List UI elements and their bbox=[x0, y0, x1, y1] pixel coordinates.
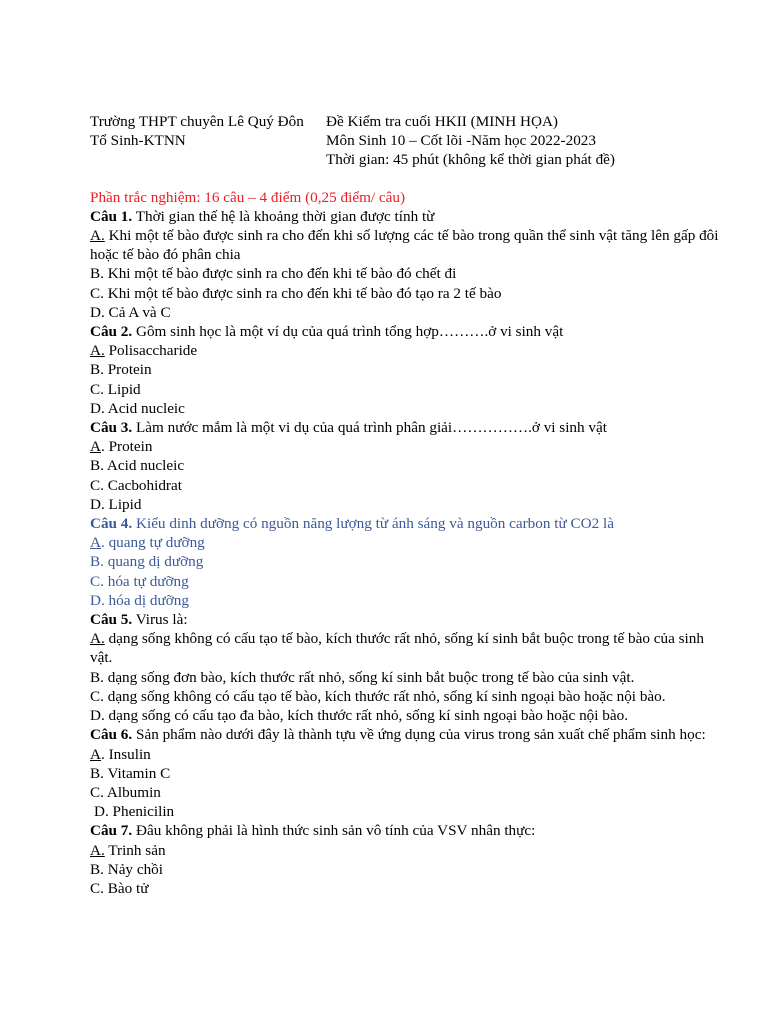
option-d: D. Lipid bbox=[90, 495, 142, 513]
option-c: C. Bào tử bbox=[90, 879, 149, 897]
question-5 bbox=[90, 610, 730, 725]
question-2 bbox=[90, 322, 730, 418]
question-stem bbox=[90, 725, 730, 744]
option-text: . Protein bbox=[100, 438, 153, 456]
question-text: Làm nước mắm là một vi dụ của quá trình phân giải…………….ở vi sinh vật bbox=[132, 419, 607, 437]
question-text: Virus là: bbox=[132, 611, 188, 629]
option-b: B. quang dị dưỡng bbox=[90, 553, 204, 571]
option-text: Polisaccharide bbox=[104, 342, 198, 360]
answer-key-label: A. bbox=[90, 841, 105, 859]
option-c: C. Khi một tế bào được sinh ra cho đến khi tế bào đó tạo ra 2 tế bào bbox=[90, 284, 502, 302]
exam-title: Đề Kiểm tra cuối HKII (MINH HỌA) bbox=[326, 113, 558, 130]
question-number: Câu 3. bbox=[90, 419, 133, 437]
question-stem bbox=[90, 207, 730, 226]
question-number: Câu 1. bbox=[90, 207, 133, 225]
document-header bbox=[90, 112, 730, 170]
option-c: C. Cacbohidrat bbox=[90, 476, 182, 494]
question-number: Câu 6. bbox=[90, 726, 133, 744]
option-a bbox=[90, 226, 730, 264]
question-4 bbox=[90, 514, 730, 610]
option-b: B. dạng sống đơn bào, kích thước rất nhỏ, sống kí sinh bắt buộc trong tế bào của sinh vật. bbox=[90, 668, 635, 686]
section-title: Phần trắc nghiệm: 16 câu – 4 điểm (0,25 điểm/ câu) bbox=[90, 188, 406, 206]
option-d: D. Phenicilin bbox=[94, 803, 175, 821]
question-1 bbox=[90, 207, 730, 322]
question-text: Đâu không phải là hình thức sinh sản vô tính của VSV nhân thực: bbox=[132, 822, 536, 840]
option-b: B. Protein bbox=[90, 361, 152, 379]
option-c: C. Lipid bbox=[90, 380, 141, 398]
option-d: D. Acid nucleic bbox=[90, 399, 185, 417]
question-stem bbox=[90, 322, 730, 341]
subject-year: Môn Sinh 10 – Cốt lõi -Năm học 2022-2023 bbox=[326, 132, 596, 150]
option-a bbox=[90, 745, 730, 764]
question-stem bbox=[90, 418, 730, 437]
question-stem bbox=[90, 514, 730, 533]
option-text: Trinh sản bbox=[104, 841, 166, 859]
option-text: Khi một tế bào được sinh ra cho đến khi số lượng các tế bào trong quần thể sinh vật tăng lên gấp đôi hoặc tế bào đó phân chia bbox=[90, 227, 719, 264]
department-name: Tổ Sinh-KTNN bbox=[90, 132, 186, 150]
option-b: B. Acid nucleic bbox=[90, 457, 185, 475]
question-stem bbox=[90, 821, 730, 840]
option-d: D. hóa dị dưỡng bbox=[90, 591, 189, 609]
answer-key-label: A bbox=[90, 745, 101, 763]
option-a bbox=[90, 629, 730, 667]
question-text: Kiểu dinh dưỡng có nguồn năng lượng từ ánh sáng và nguồn carbon từ CO2 là bbox=[132, 515, 614, 533]
option-b: B. Vitamin C bbox=[90, 764, 171, 782]
question-text: Sản phẩm nào dưới đây là thành tựu về ứng dụng của virus trong sản xuất chế phẩm sinh học: bbox=[132, 726, 706, 744]
question-6 bbox=[90, 725, 730, 821]
option-text: . quang tự dưỡng bbox=[100, 534, 205, 552]
option-text: dạng sống không có cấu tạo tế bào, kích thước rất nhỏ, sống kí sinh bắt buộc trong tế bào của sinh vật. bbox=[90, 630, 704, 667]
answer-key-label: A. bbox=[90, 630, 105, 648]
option-b: B. Khi một tế bào được sinh ra cho đến khi tế bào đó chết đi bbox=[90, 265, 457, 283]
option-c: C. hóa tự dưỡng bbox=[90, 572, 189, 590]
option-text: . Insulin bbox=[100, 745, 151, 763]
option-a bbox=[90, 437, 730, 456]
question-number: Câu 4. bbox=[90, 515, 133, 533]
answer-key-label: A. bbox=[90, 227, 105, 245]
header-left bbox=[90, 112, 326, 170]
question-stem bbox=[90, 610, 730, 629]
answer-key-label: A bbox=[90, 534, 101, 552]
document-page bbox=[90, 112, 730, 898]
option-d: D. dạng sống có cấu tạo đa bào, kích thước rất nhỏ, sống kí sinh ngoại bào hoặc nội bào. bbox=[90, 707, 628, 725]
question-3 bbox=[90, 418, 730, 514]
answer-key-label: A. bbox=[90, 342, 105, 360]
question-number: Câu 2. bbox=[90, 323, 133, 341]
header-right bbox=[326, 112, 730, 170]
question-text: Gôm sinh học là một ví dụ của quá trình tổng hợp……….ở vi sinh vật bbox=[132, 323, 564, 341]
option-c: C. Albumin bbox=[90, 783, 161, 801]
answer-key-label: A bbox=[90, 438, 101, 456]
option-d: D. Cả A và C bbox=[90, 303, 171, 321]
option-c: C. dạng sống không có cấu tạo tế bào, kích thước rất nhỏ, sống kí sinh ngoại bào hoặc nội bào. bbox=[90, 687, 666, 705]
school-name: Trường THPT chuyên Lê Quý Đôn bbox=[90, 113, 304, 130]
question-text: Thời gian thế hệ là khoảng thời gian được tính từ bbox=[132, 207, 435, 225]
option-a bbox=[90, 533, 730, 552]
question-number: Câu 7. bbox=[90, 822, 133, 840]
option-b: B. Nảy chồi bbox=[90, 860, 163, 878]
option-a bbox=[90, 841, 730, 860]
question-number: Câu 5. bbox=[90, 611, 133, 629]
option-a bbox=[90, 341, 730, 360]
exam-duration: Thời gian: 45 phút (không kể thời gian phát đề) bbox=[326, 151, 615, 169]
question-7 bbox=[90, 821, 730, 898]
